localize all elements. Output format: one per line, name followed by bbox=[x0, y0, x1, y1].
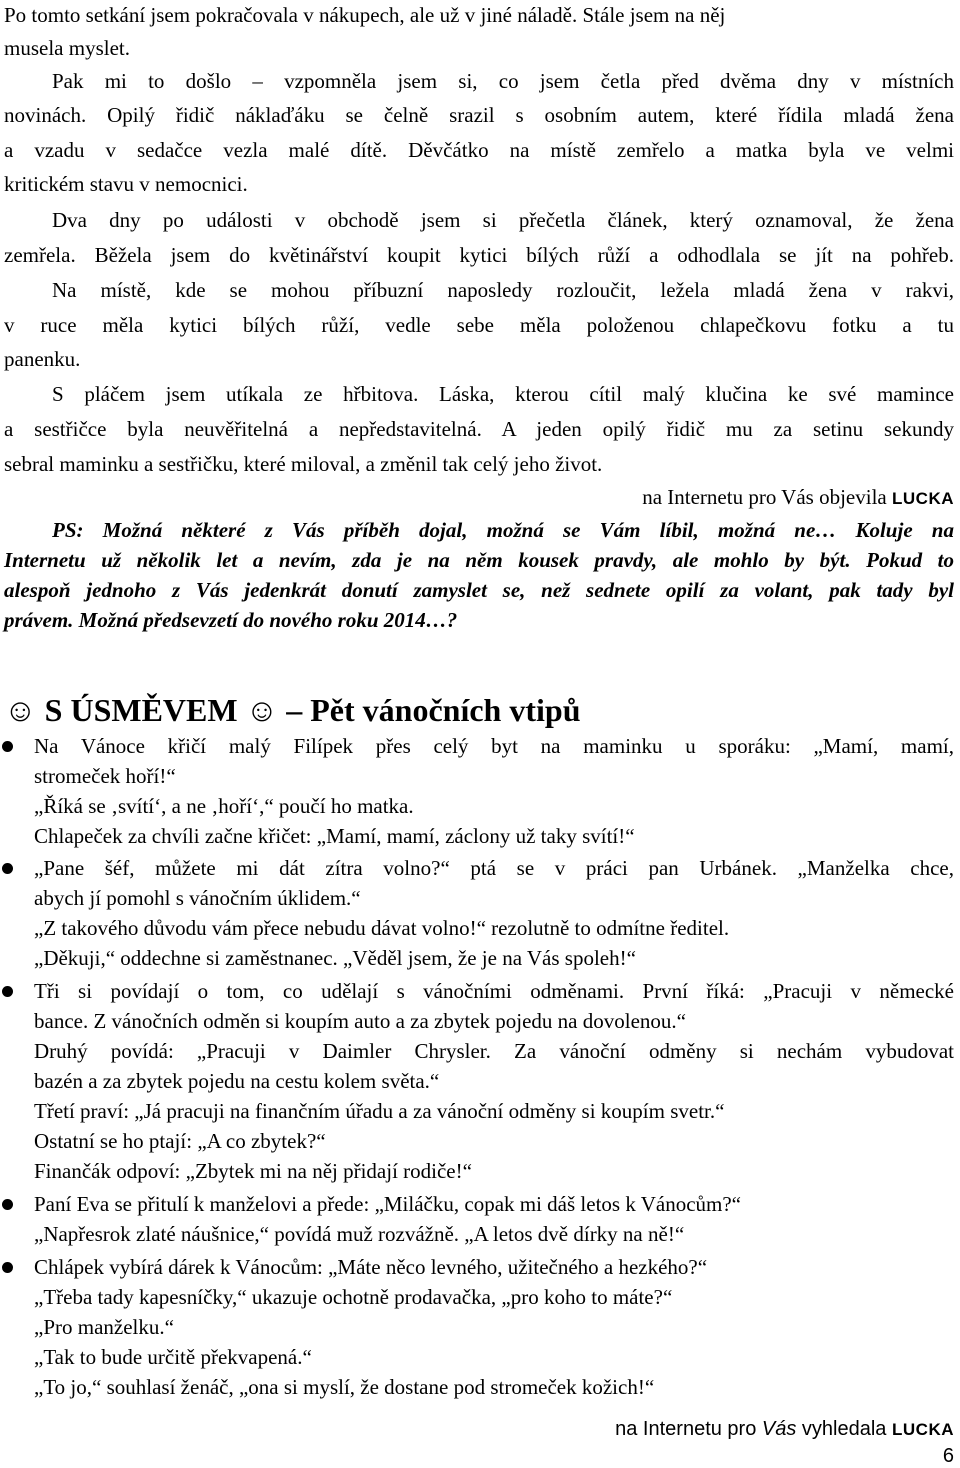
credit-name: LUCKA bbox=[892, 489, 954, 508]
joke-line: abych jí pomohl s vánočním úklidem.“ bbox=[34, 886, 361, 910]
joke-line: bazén a za zbytek pojedu na cestu kolem světa.“ bbox=[34, 1069, 440, 1093]
page-number: 6 bbox=[942, 1445, 954, 1467]
story-credit bbox=[4, 485, 954, 511]
section-title: ☺ S ÚSMĚVEM ☺ – Pět vánočních vtipů bbox=[4, 692, 581, 728]
ps-line: právem. Možná předsevzetí do nového roku 2014…? bbox=[4, 608, 458, 632]
ps-line: PS: Možná některé z Vás příběh dojal, možná se Vám líbil, možná ne… Koluje na bbox=[52, 518, 954, 542]
joke-line: „Pro manželku.“ bbox=[34, 1315, 174, 1339]
story-line: a vzadu v sedačce vezla malé dítě. Děvčátko na místě zemřelo a matka byla ve velmi bbox=[4, 138, 954, 162]
joke-line: stromeček hoří!“ bbox=[34, 764, 176, 788]
bullet-icon bbox=[2, 1262, 13, 1273]
story-line: zemřela. Běžela jsem do květinářství koupit kytici bílých růží a odhodlala se jít na pohřeb. bbox=[4, 243, 954, 267]
bullet-icon bbox=[2, 863, 13, 874]
footer-credit bbox=[4, 1417, 954, 1442]
ps-line: alespoň jednoho z Vás jedenkrát donutí zamyslet se, než sednete opilí za volant, pak tady byl bbox=[4, 578, 954, 602]
story-line: panenku. bbox=[4, 347, 81, 371]
joke-line: Druhý povídá: „Pracuji v Daimler Chrysler. Za vánoční odměny si nechám vybudovat bbox=[34, 1039, 954, 1063]
joke-line: Třetí praví: „Já pracuji na finančním úřadu a za vánoční odměny si koupím svetr.“ bbox=[34, 1099, 725, 1123]
bullet-icon bbox=[2, 1199, 13, 1210]
story-line: S pláčem jsem utíkala ze hřbitova. Láska, kterou cítil malý klučina ke své mamince bbox=[52, 382, 954, 406]
joke-line: „Říká se ‚svítí‘, a ne ‚hoří‘,“ poučí ho matka. bbox=[34, 794, 414, 818]
footer-credit-name: LUCKA bbox=[892, 1420, 954, 1439]
joke-line: Ostatní se ho ptají: „A co zbytek?“ bbox=[34, 1129, 326, 1153]
story-line: Na místě, kde se mohou příbuzní naposledy rozloučit, ležela mladá žena v rakvi, bbox=[52, 278, 954, 302]
story-line: Dva dny po události v obchodě jsem si přečetla článek, který oznamoval, že žena bbox=[52, 208, 954, 232]
joke-line: „Pane šéf, můžete mi dát zítra volno?“ ptá se v práci pan Urbánek. „Manželka chce, bbox=[34, 856, 954, 880]
joke-line: „Tak to bude určitě překvapená.“ bbox=[34, 1345, 312, 1369]
story-line: v ruce měla kytici bílých růží, vedle sebe měla položenou chlapečkovu fotku a tu bbox=[4, 313, 954, 337]
joke-line: bance. Z vánočních odměn si koupím auto a za zbytek pojedu na dovolenou.“ bbox=[34, 1009, 686, 1033]
joke-line: Finančák odpoví: „Zbytek mi na něj přidají rodiče!“ bbox=[34, 1159, 472, 1183]
joke-line: Tři si povídají o tom, co udělají s vánočními odměnami. První říká: „Pracuji v německé bbox=[34, 979, 954, 1003]
joke-line: „To jo,“ souhlasí ženáč, „ona si myslí, že dostane pod stromeček kožich!“ bbox=[34, 1375, 655, 1399]
footer-credit-suffix: vyhledala bbox=[796, 1418, 887, 1440]
credit-text: na Internetu pro Vás objevila bbox=[642, 485, 887, 509]
story-line: kritickém stavu v nemocnici. bbox=[4, 172, 248, 196]
bullet-icon bbox=[2, 741, 13, 752]
footer-credit-prefix: na Internetu pro bbox=[615, 1418, 762, 1440]
story-line: Pak mi to došlo – vzpomněla jsem si, co jsem četla před dvěma dny v místních bbox=[52, 69, 954, 93]
joke-line: „Třeba tady kapesníčky,“ ukazuje ochotně prodavačka, „pro koho to máte?“ bbox=[34, 1285, 673, 1309]
joke-line: Paní Eva se přitulí k manželovi a přede: „Miláčku, copak mi dáš letos k Vánocům?“ bbox=[34, 1192, 741, 1216]
ps-line: Internetu už několik let a nevím, zda je na něm kousek pravdy, ale mohlo by být. Pokud to bbox=[4, 548, 954, 572]
joke-line: Na Vánoce křičí malý Filípek přes celý byt na maminku u sporáku: „Mamí, mamí, bbox=[34, 734, 954, 758]
story-line: musela myslet. bbox=[4, 36, 130, 60]
joke-line: Chlapeček za chvíli začne křičet: „Mamí, mamí, záclony už taky svítí!“ bbox=[34, 824, 635, 848]
bullet-icon bbox=[2, 986, 13, 997]
joke-line: „Z takového důvodu vám přece nebudu dávat volno!“ rezolutně to odmítne ředitel. bbox=[34, 916, 730, 940]
story-line: a sestřičce byla neuvěřitelná a nepředstavitelná. A jeden opilý řidič mu za setinu sekundy bbox=[4, 417, 954, 441]
story-line: sebral maminku a sestřičku, které miloval, a změnil tak celý jeho život. bbox=[4, 452, 603, 476]
joke-line: „Napřesrok zlaté náušnice,“ povídá muž rozvážně. „A letos dvě dírky na ně!“ bbox=[34, 1222, 685, 1246]
joke-line: „Děkuji,“ oddechne si zaměstnanec. „Věděl jsem, že je na Vás spoleh!“ bbox=[34, 946, 636, 970]
story-line: novinách. Opilý řidič náklaďáku se čelně srazil s osobním autem, které řídila mladá žena bbox=[4, 103, 954, 127]
footer-credit-italic: Vás bbox=[761, 1418, 797, 1440]
joke-line: Chlápek vybírá dárek k Vánocům: „Máte něco levného, užitečného a hezkého?“ bbox=[34, 1255, 708, 1279]
story-line: Po tomto setkání jsem pokračovala v nákupech, ale už v jiné náladě. Stále jsem na něj bbox=[4, 3, 726, 27]
